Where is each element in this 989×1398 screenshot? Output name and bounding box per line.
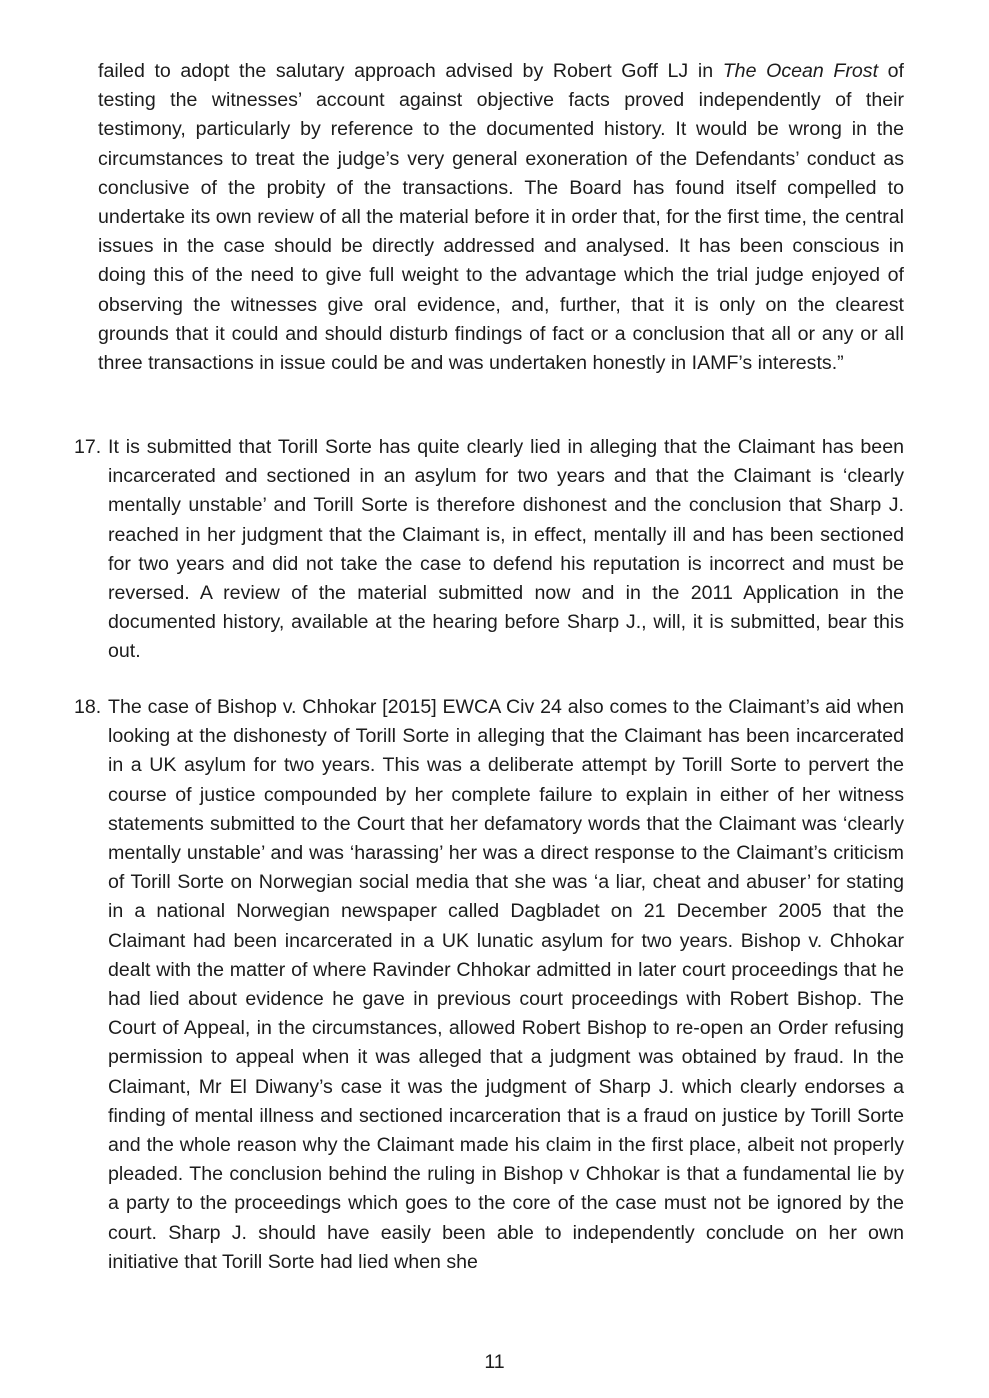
quote-text-after-case-name: of testing the witnesses’ account against objective facts proved independently of their testimony, particularly by reference to the documented history. It would be wrong in the circumstances to treat the judge’s very general exoneration of the Defendants’ conduct as conclusive of the probity of the transactions. The Board has found itself compelled to undertake its own review of all the material before it in order that, for the first time, the central issues in the case should be directly addressed and analysed. It has been conscious in doing this of the need to give full weight to the advantage which the trial judge enjoyed of observing the witnesses give oral evidence, and, further, that it is only on the clearest grounds that it could and should disturb findings of fact or a conclusion that all or any or all three transactions in issue could be and was undertaken honestly in IAMF’s interests.” <box>98 60 904 375</box>
page-number: 11 <box>484 1351 505 1373</box>
paragraph-17 <box>74 433 904 667</box>
paragraph-18 <box>74 693 904 1277</box>
case-name-italic: The Ocean Frost <box>722 60 879 82</box>
quote-text-before-case-name: failed to adopt the salutary approach advised by Robert Goff LJ in <box>98 60 723 82</box>
paragraph-text: The case of Bishop v. Chhokar [2015] EWCA Civ 24 also comes to the Claimant’s aid when looking at the dishonesty of Torill Sorte in alleging that the Claimant has been incarcerated in a UK asylum for two years. This was a deliberate attempt by Torill Sorte to pervert the course of justice compounded by her complete failure to explain in either of her witness statements submitted to the Court that her defamatory words that the Claimant was ‘clearly mentally unstable’ and was ‘harassing’ her was a direct response to the Claimant’s criticism of Torill Sorte on Norwegian social media that she was ‘a liar, cheat and abuser’ for stating in a national Norwegian newspaper called Dagbladet on 21 December 2005 that the Claimant had been incarcerated in a UK lunatic asylum for two years. Bishop v. Chhokar dealt with the matter of where Ravinder Chhokar admitted in later court proceedings that he had lied about evidence he gave in previous court proceedings with Robert Bishop. The Court of Appeal, in the circumstances, allowed Robert Bishop to re-open an Order refusing permission to appeal when it was alleged that a judgment was obtained by fraud. In the Claimant, Mr El Diwany’s case it was the judgment of Sharp J. which clearly endorses a finding of mental illness and sectioned incarceration that is a fraud on justice by Torill Sorte and the whole reason why the Claimant made his claim in the first place, albeit not properly pleaded. The conclusion behind the ruling in Bishop v Chhokar is that a fundamental lie by a party to the proceedings which goes to the core of the case must not be ignored by the court. Sharp J. should have easily been able to independently conclude on her own initiative that Torill Sorte had lied when she <box>108 696 904 1273</box>
paragraph-text: It is submitted that Torill Sorte has quite clearly lied in alleging that the Claimant has been incarcerated and sectioned in an asylum for two years and that the Claimant is ‘clearly mentally unstable’ and Torill Sorte is therefore dishonest and the conclusion that Sharp J. reached in her judgment that the Claimant is, in effect, mentally ill and has been sectioned for two years and did not take the case to defend his reputation is incorrect and must be reversed. A review of the material submitted now and in the 2011 Application in the documented history, available at the hearing before Sharp J., will, it is submitted, bear this out. <box>108 436 904 663</box>
quoted-judgment-paragraph <box>98 57 904 378</box>
paragraph-number: 17. <box>74 436 102 458</box>
paragraph-number: 18. <box>74 696 102 718</box>
